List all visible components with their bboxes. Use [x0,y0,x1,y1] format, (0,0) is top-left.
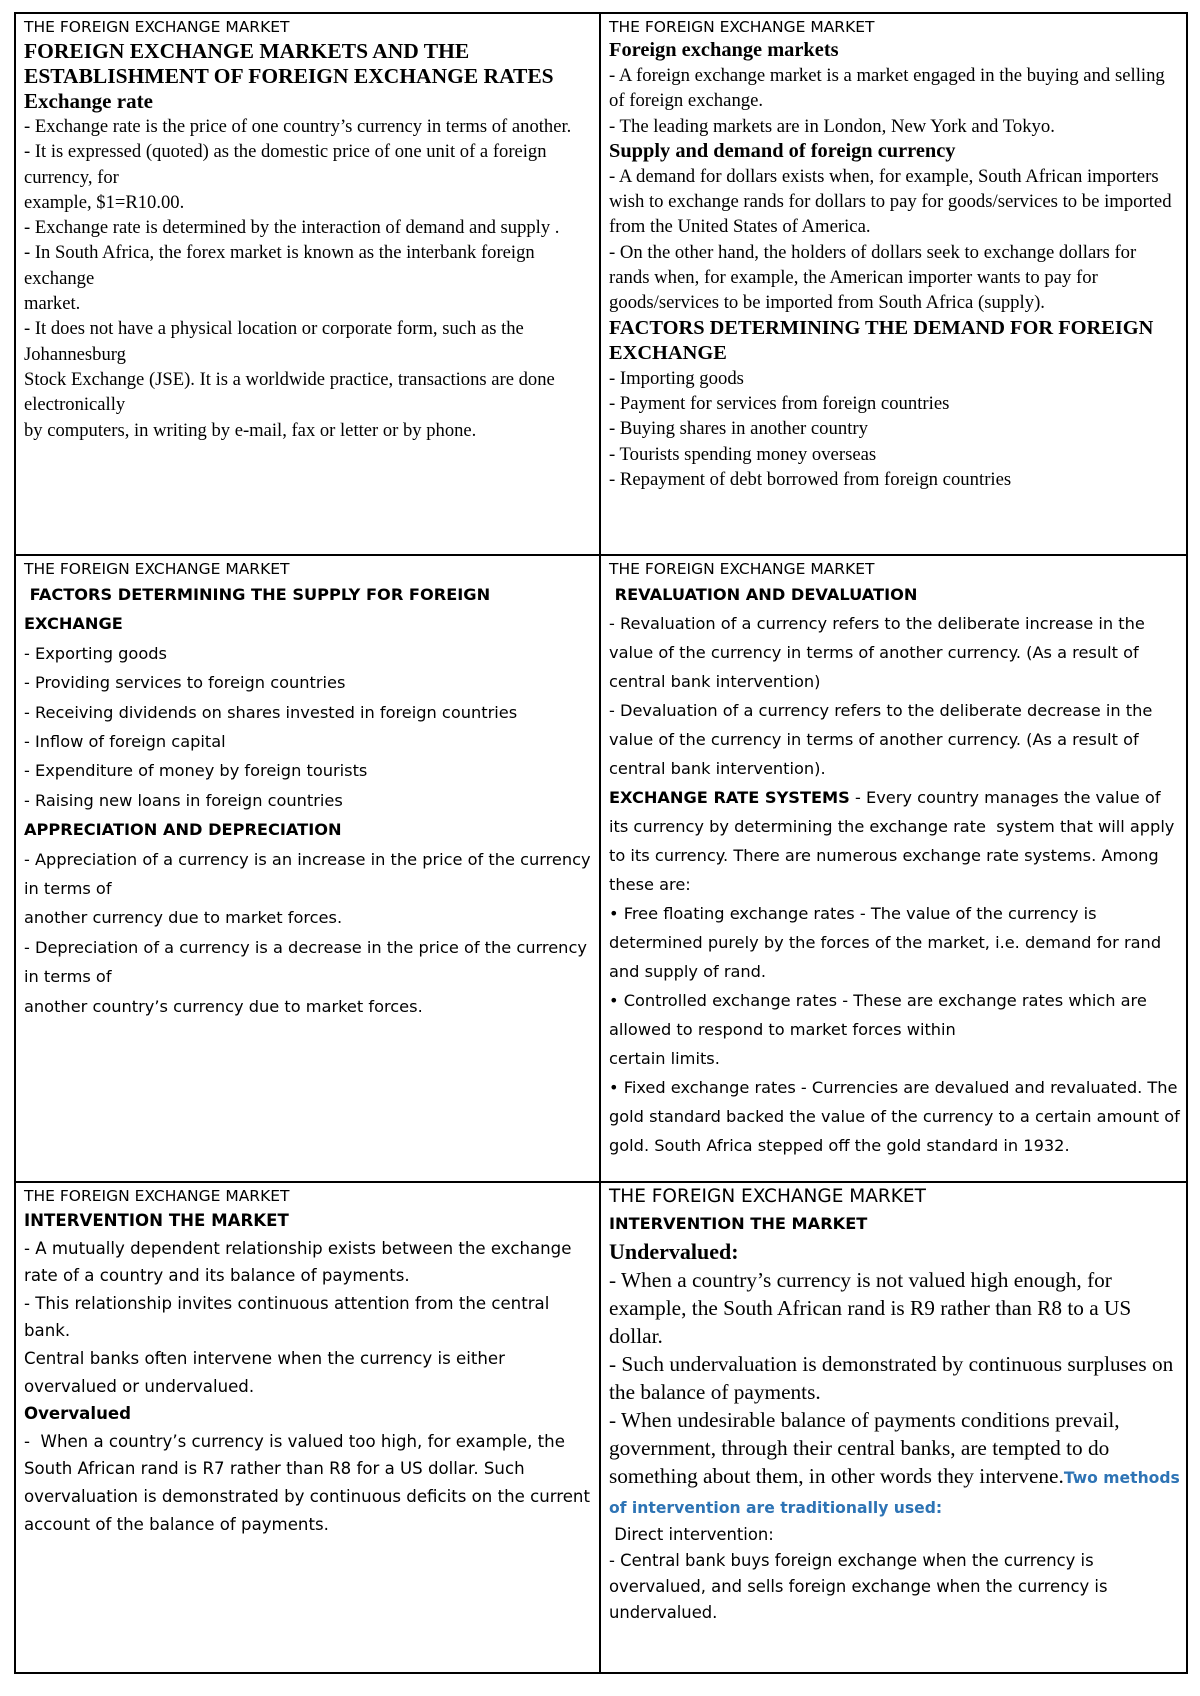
text-line: - A foreign exchange market is a market engaged in the buying and selling of foreign exchange. [609,65,1165,112]
section-title: INTERVENTION THE MARKET [609,1214,868,1233]
notes-grid [14,12,1188,1674]
intervene-text: - When undesirable balance of payments conditions prevail, government, through their central banks, are tempted to do something about them, in other words they intervene. [609,1408,1120,1488]
text-line: example, $1=R10.00. [24,191,185,213]
text-line: - Such undervaluation is demonstrated by continuous surpluses on the balance of payments. [609,1352,1174,1404]
list-item: - Buying shares in another country [609,418,868,440]
list-item: - Repayment of debt borrowed from foreign countries [609,468,1012,490]
bullet-item: certain limits. [609,1049,720,1068]
text-line: - This relationship invites continuous attention from the central bank. [24,1293,550,1341]
text-line: - Appreciation of a currency is an increase in the price of the currency in terms of [24,849,591,899]
text-line: Central banks often intervene when the currency is either overvalued or undervalued. [24,1348,505,1396]
cell-header: THE FOREIGN EXCHANGE MARKET [24,560,290,578]
text-line: another currency due to market forces. [24,908,343,928]
list-item: - Payment for services from foreign countries [609,392,950,414]
cell-header: THE FOREIGN EXCHANGE MARKET [609,560,875,578]
section-title: FACTORS DETERMINING THE SUPPLY FOR FOREIGN EXCHANGE [24,585,496,634]
text-line: - Devaluation of a currency refers to the deliberate decrease in the value of the currency in terms of another currency. (As a result of central bank intervention). [609,701,1153,778]
systems-text: - Every country manages the value of its currency by determining the exchange rate system that will apply to its currency. There are numerous exchange rate systems. Among these are: [609,788,1180,894]
section-title: APPRECIATION AND DEPRECIATION [24,820,342,840]
section-title: INTERVENTION THE MARKET [24,1211,289,1230]
cell-intervention-undervalued [601,1183,1188,1672]
text-line: - The leading markets are in London, New York and Tokyo. [609,115,1055,137]
section-title: FOREIGN EXCHANGE MARKETS AND THE ESTABLISHMENT OF FOREIGN EXCHANGE RATES [24,39,554,88]
section-subtitle: Exchange rate [24,89,153,113]
text-line: - A mutually dependent relationship exists between the exchange rate of a country and its balance of payments. [24,1238,572,1286]
list-item: - Receiving dividends on shares invested in foreign countries [24,702,518,722]
text-line: - Exchange rate is determined by the interaction of demand and supply . [24,217,560,239]
cell-revaluation [601,556,1188,1183]
text-line: - Revaluation of a currency refers to the deliberate increase in the value of the currency in terms of another currency. (As a result of central bank intervention) [609,614,1145,691]
text-line: - On the other hand, the holders of dollars seek to exchange dollars for rands when, for example, the American importer wants to pay for goods/services to be imported from South Africa (supply). [609,241,1137,314]
list-item: - Importing goods [609,367,744,389]
cell-header: THE FOREIGN EXCHANGE MARKET [24,1187,290,1205]
bullet-item: • Free floating exchange rates - The value of the currency is determined purely by the forces of the market, i.e. demand for rand and supply of rand. [609,904,1162,981]
list-item: - Raising new loans in foreign countries [24,790,343,810]
cell-supply-factors [16,556,601,1183]
section-title: REVALUATION AND DEVALUATION [609,585,918,604]
cell-header: THE FOREIGN EXCHANGE MARKET [24,18,290,36]
cell-header: THE FOREIGN EXCHANGE MARKET [609,1186,926,1207]
text-line: another country’s currency due to market forces. [24,996,423,1016]
list-item: - Expenditure of money by foreign tourists [24,761,368,781]
text-line: by computers, in writing by e-mail, fax or letter or by phone. [24,419,477,441]
list-item: - Exporting goods [24,643,167,663]
section-title: FACTORS DETERMINING THE DEMAND FOR FOREIGN EXCHANGE [609,316,1154,364]
text-line: Stock Exchange (JSE). It is a worldwide practice, transactions are done electronically [24,368,555,416]
list-item: - Tourists spending money overseas [609,443,877,465]
text-line: - When a country’s currency is valued too high, for example, the South African rand is R7 rather than R8 for a US dollar. Such overvaluation is demonstrated by continuous deficits on the current account of the balance of payments. [24,1431,596,1534]
bullet-item: • Fixed exchange rates - Currencies are devalued and revaluated. The gold standard backed the value of the currency to a certain amount of gold. South Africa stepped off the gold standard in 1932. [609,1078,1180,1155]
text-line [609,1406,1180,1522]
text-line: - It is expressed (quoted) as the domestic price of one unit of a foreign currency, for [24,141,547,188]
text-line: - Central bank buys foreign exchange when the currency is overvalued, and sells foreign exchange when the currency is undervalued. [609,1551,1108,1622]
text-line: - Exchange rate is the price of one country’s currency in terms of another. [24,116,572,137]
section-title: Foreign exchange markets [609,39,839,61]
cell-intervention-overvalued [16,1183,601,1672]
list-item: - Providing services to foreign countries [24,673,346,693]
section-subtitle: Undervalued: [609,1239,739,1264]
text-line: - In South Africa, the forex market is known as the interbank foreign exchange [24,242,535,289]
systems-label: EXCHANGE RATE SYSTEMS [609,788,850,807]
cell-foreign-exchange-markets [601,14,1188,556]
highlight-text: Two methods of intervention are traditionally used: [609,1469,1180,1517]
bullet-item: • Controlled exchange rates - These are exchange rates which are allowed to respond to market forces within [609,991,1147,1039]
text-line: - When a country’s currency is not valued high enough, for example, the South African rand is R9 rather than R8 to a US dollar. [609,1268,1132,1348]
section-title: Overvalued [24,1404,132,1424]
text-line [609,783,1180,899]
text-line: - A demand for dollars exists when, for example, South African importers wish to exchange rands for dollars to pay for goods/services to be imported from the United States of America. [609,165,1172,238]
list-item: - Inflow of foreign capital [24,732,226,752]
cell-exchange-rate [16,14,601,556]
cell-header: THE FOREIGN EXCHANGE MARKET [609,18,875,36]
text-line: - Depreciation of a currency is a decrease in the price of the currency in terms of [24,937,587,987]
text-line: - It does not have a physical location or corporate form, such as the Johannesburg [24,318,524,365]
section-title: Supply and demand of foreign currency [609,139,956,162]
text-line: market. [24,293,81,315]
text-line: Direct intervention: [609,1525,774,1544]
